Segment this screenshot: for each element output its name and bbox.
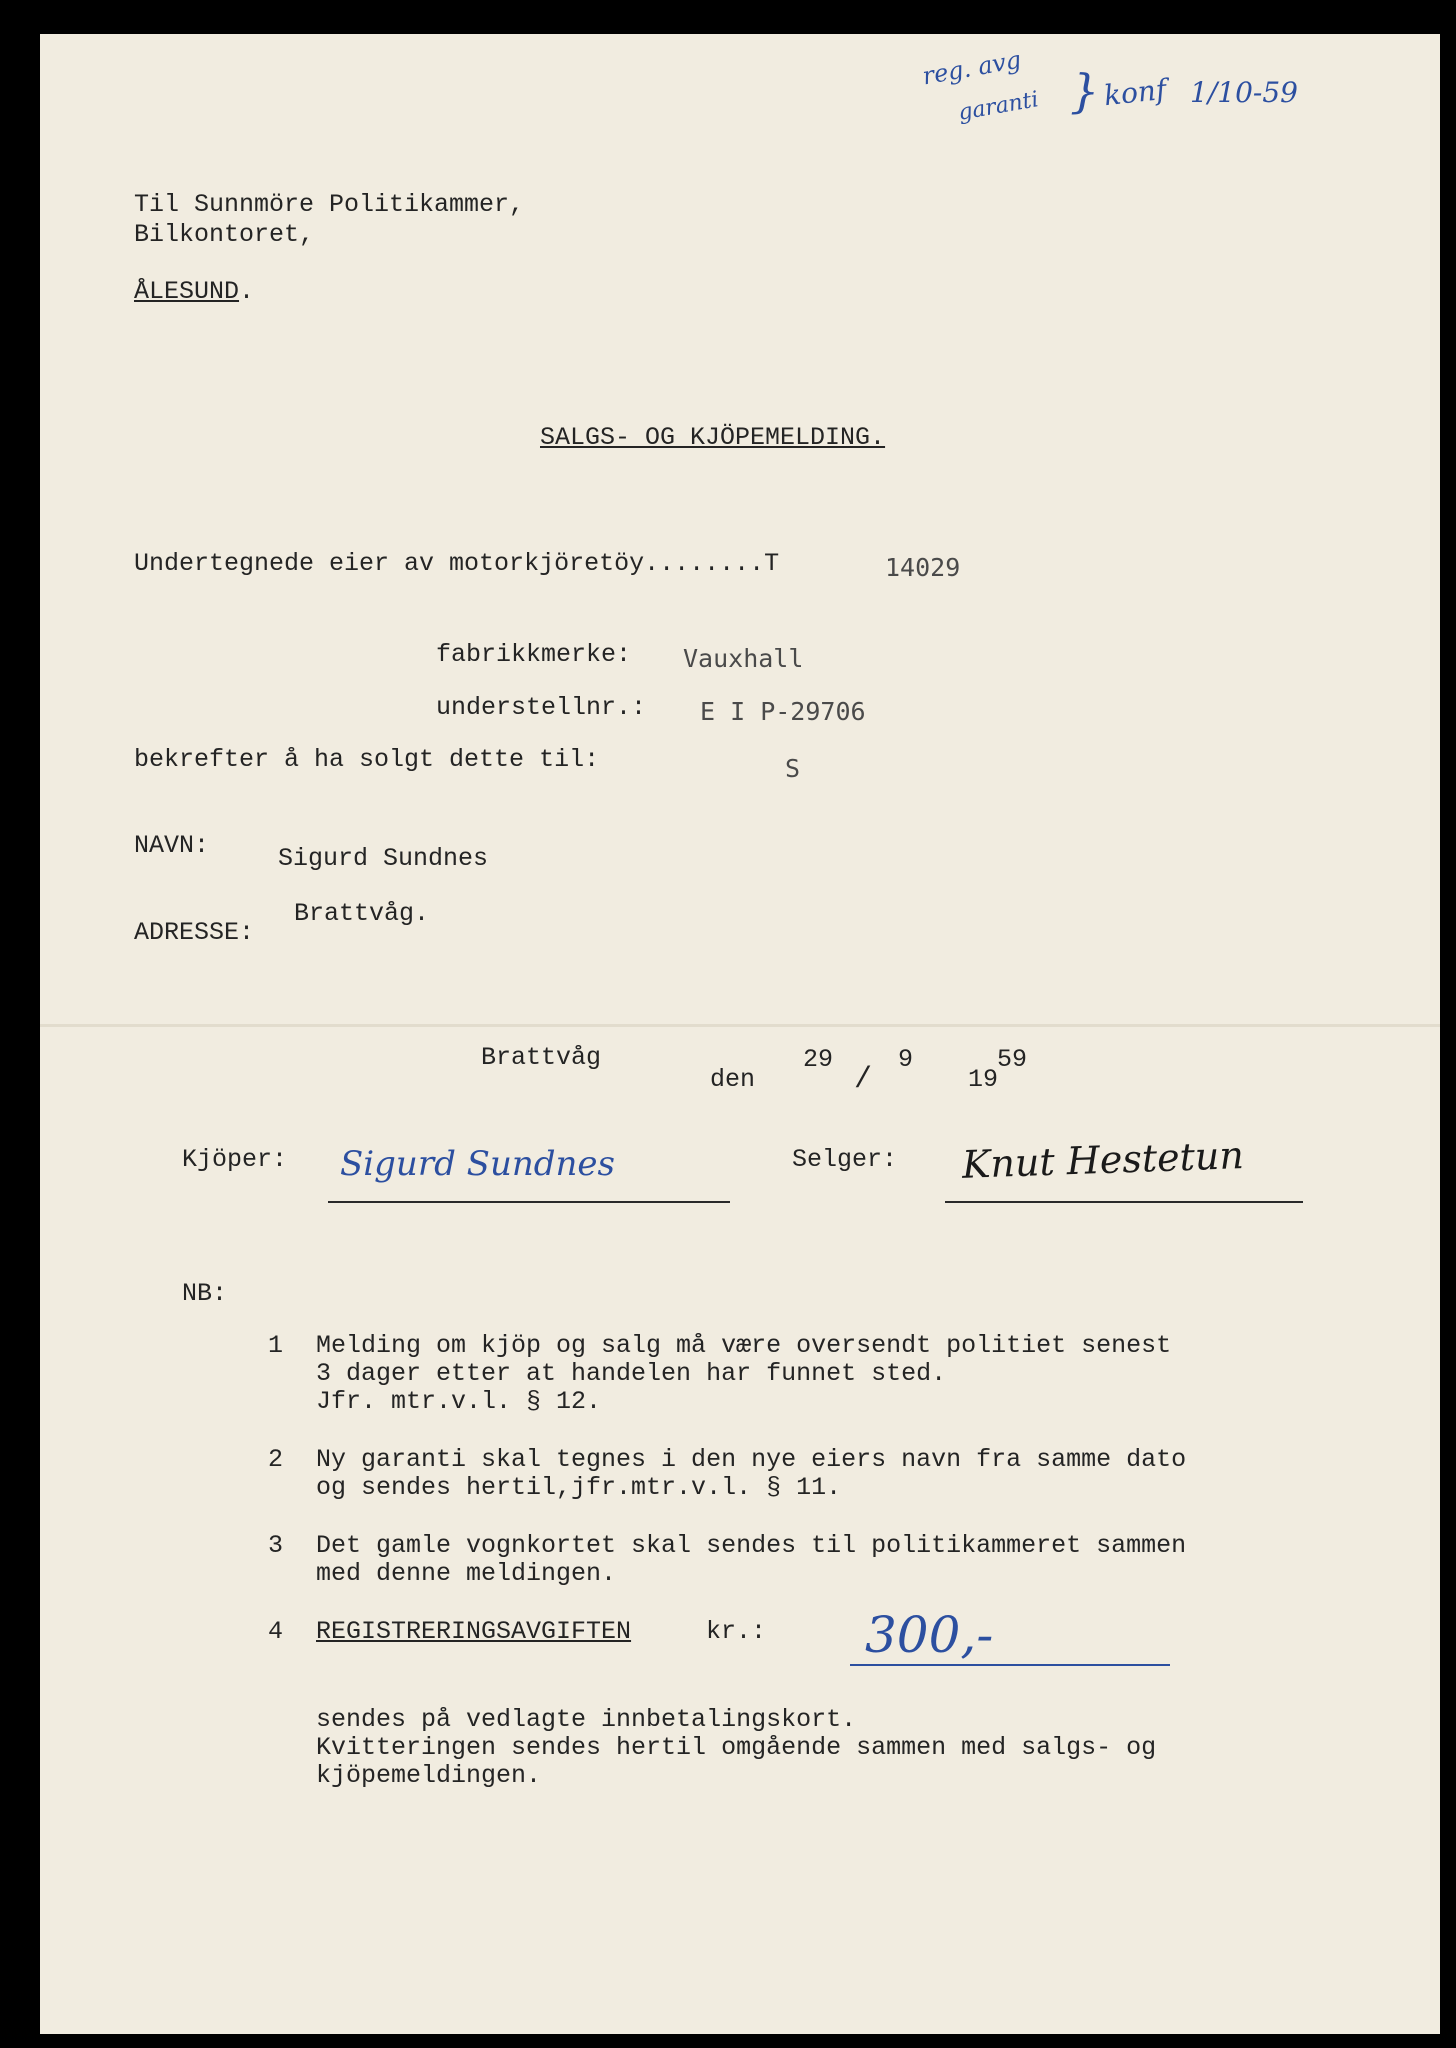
date-day: 29 bbox=[803, 1045, 834, 1074]
closing-line-3: kjöpemeldingen. bbox=[316, 1761, 542, 1790]
seller-signature-label: Selger: bbox=[792, 1145, 898, 1174]
chassis-value: E I P-29706 bbox=[700, 697, 866, 726]
fold-line bbox=[40, 1024, 1440, 1027]
owner-label: Undertegnede eier av motorkjöretöy........T bbox=[134, 549, 780, 578]
date-year-suffix: 59 bbox=[997, 1045, 1028, 1074]
annotation-line-2: garanti bbox=[956, 87, 1041, 126]
closing-line-1: sendes på vedlagte innbetalingskort. bbox=[316, 1705, 857, 1734]
note-1-line-2: 3 dager etter at handelen har funnet sted. bbox=[316, 1359, 947, 1388]
seller-signature: Knut Hestetun bbox=[961, 1133, 1245, 1187]
annotation-date: 1/10-59 bbox=[1190, 76, 1298, 109]
fee-amount: 300,- bbox=[865, 1606, 994, 1664]
annotation-brace: } bbox=[1070, 64, 1100, 118]
note-1-line-3: Jfr. mtr.v.l. § 12. bbox=[316, 1387, 602, 1416]
annotation-line-1: reg. avg bbox=[920, 45, 1024, 91]
place: Brattvåg bbox=[481, 1043, 602, 1072]
seller-signature-line bbox=[945, 1201, 1303, 1203]
note-3-number: 3 bbox=[268, 1531, 284, 1560]
date-month: 9 bbox=[898, 1045, 914, 1074]
note-1-line-1: Melding om kjöp og salg må være oversendt politiet senest bbox=[316, 1331, 1172, 1360]
make-label: fabrikkmerke: bbox=[436, 640, 632, 669]
fee-currency-label: kr.: bbox=[706, 1617, 767, 1646]
annotation-word: konf bbox=[1102, 72, 1168, 113]
name-label: NAVN: bbox=[134, 831, 210, 860]
document-title: SALGS- OG KJÖPEMELDING. bbox=[540, 423, 886, 452]
address-label: ADRESSE: bbox=[134, 918, 255, 947]
document-page bbox=[40, 34, 1440, 2034]
recipient-line-1: Til Sunnmöre Politikammer, bbox=[134, 190, 525, 219]
buyer-name: Sigurd Sundnes bbox=[278, 844, 489, 873]
closing-line-2: Kvitteringen sendes hertil omgående sammen med salgs- og bbox=[316, 1733, 1157, 1762]
fee-label: REGISTRERINGSAVGIFTEN bbox=[316, 1617, 632, 1646]
make-value: Vauxhall bbox=[683, 644, 804, 673]
note-2-line-2: og sendes hertil,jfr.mtr.v.l. § 11. bbox=[316, 1473, 842, 1502]
note-4-number: 4 bbox=[268, 1617, 284, 1646]
sold-to-label: bekrefter å ha solgt dette til: bbox=[134, 745, 600, 774]
buyer-signature: Sigurd Sundnes bbox=[340, 1144, 615, 1184]
note-2-line-1: Ny garanti skal tegnes i den nye eiers navn fra samme dato bbox=[316, 1445, 1187, 1474]
note-1-number: 1 bbox=[268, 1331, 284, 1360]
notes-label: NB: bbox=[182, 1279, 228, 1308]
buyer-signature-label: Kjöper: bbox=[182, 1145, 288, 1174]
recipient-line-2: Bilkontoret, bbox=[134, 220, 315, 249]
date-slash: / bbox=[854, 1063, 873, 1097]
recipient-city: ÅLESUND. bbox=[134, 277, 255, 306]
fee-amount-line bbox=[850, 1664, 1170, 1666]
note-3-line-1: Det gamle vognkortet skal sendes til politikammeret sammen bbox=[316, 1531, 1187, 1560]
note-2-number: 2 bbox=[268, 1445, 284, 1474]
note-3-line-2: med denne meldingen. bbox=[316, 1559, 617, 1588]
sold-to-initial: S bbox=[785, 754, 801, 783]
chassis-label: understellnr.: bbox=[436, 693, 647, 722]
date-year-prefix: 19 bbox=[968, 1065, 999, 1094]
buyer-signature-line bbox=[328, 1201, 730, 1203]
den-label: den bbox=[710, 1065, 756, 1094]
registration-number: 14029 bbox=[885, 553, 961, 582]
buyer-address: Brattvåg. bbox=[294, 899, 430, 928]
